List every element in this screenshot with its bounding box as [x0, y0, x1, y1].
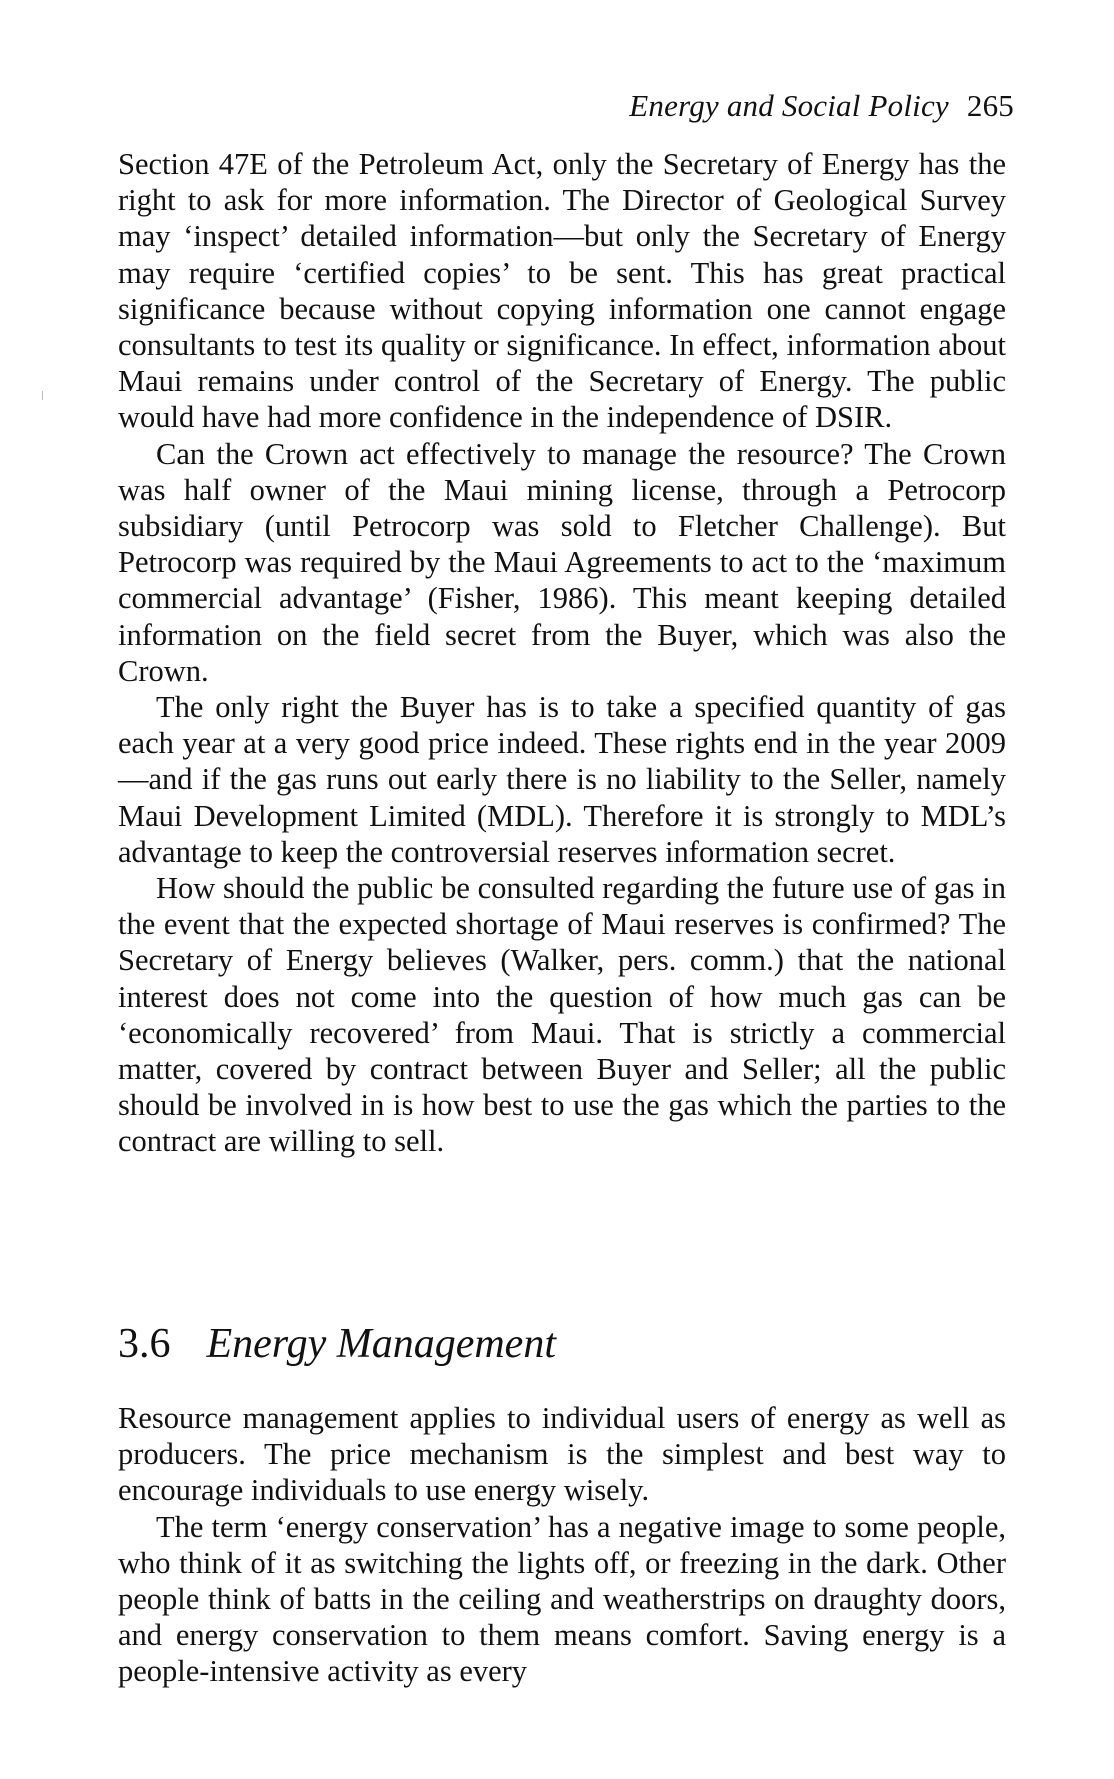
section-title: Energy Management [206, 1321, 556, 1367]
paragraph-1: Section 47E of the Petroleum Act, only the Secretary of Energy has the right to ask for more information. The Director of Geological Survey may ‘inspect’ detailed information—but only the Secretary of Energy may require ‘certified copies’ to be sent. This has great practical significance because without copying information one cannot engage consultants to test its quality or significance. In effect, information about Maui remains under control of the Secretary of Energy. The public would have had more confidence in the independence of DSIR. [118, 147, 1006, 435]
running-title: Energy and Social Policy [629, 88, 949, 123]
section-number: 3.6 [118, 1321, 171, 1367]
paragraph-6: The term ‘energy conservation’ has a negative image to some people, who think of it as switching the lights off, or freezing in the dark. Other people think of batts in the ceiling and weatherstrips on draughty doors, and energy conservation to them means comfort. Saving energy is a people-intensive activity as every [118, 1509, 1006, 1689]
paragraph-3: The only right the Buyer has is to take a specified quantity of gas each year at a very good price indeed. These rights end in the year 2009—and if the gas runs out early there is no liability to the Seller, namely Maui Development Limited (MDL). Therefore it is strongly to MDL’s advantage to keep the controversial reserves information secret. [118, 690, 1006, 869]
body-text-bottom [118, 1400, 1006, 1690]
section-heading [118, 1318, 556, 1370]
running-head [629, 88, 1014, 124]
page-number: 265 [966, 88, 1014, 123]
body-text-top [118, 146, 1006, 1160]
margin-mark [42, 391, 43, 400]
paragraph-4: How should the public be consulted regarding the future use of gas in the event that the expected shortage of Maui reserves is confirmed? The Secretary of Energy believes (Walker, pers. comm.) that the national interest does not come into the question of how much gas can be ‘economically recovered’ from Maui. That is strictly a commercial matter, covered by contract between Buyer and Seller; all the public should be involved in is how best to use the gas which the parties to the contract are willing to sell. [118, 871, 1006, 1159]
paragraph-2: Can the Crown act effectively to manage the resource? The Crown was half owner of the Maui mining license, through a Petrocorp subsidiary (until Petrocorp was sold to Fletcher Challenge). But Petrocorp was required by the Maui Agreements to act to the ‘maximum commercial advantage’ (Fisher, 1986). This meant keeping detailed information on the field secret from the Buyer, which was also the Crown. [118, 436, 1006, 688]
paragraph-5: Resource management applies to individual users of energy as well as producers. The price mechanism is the simplest and best way to encourage individuals to use energy wisely. [118, 1401, 1006, 1508]
